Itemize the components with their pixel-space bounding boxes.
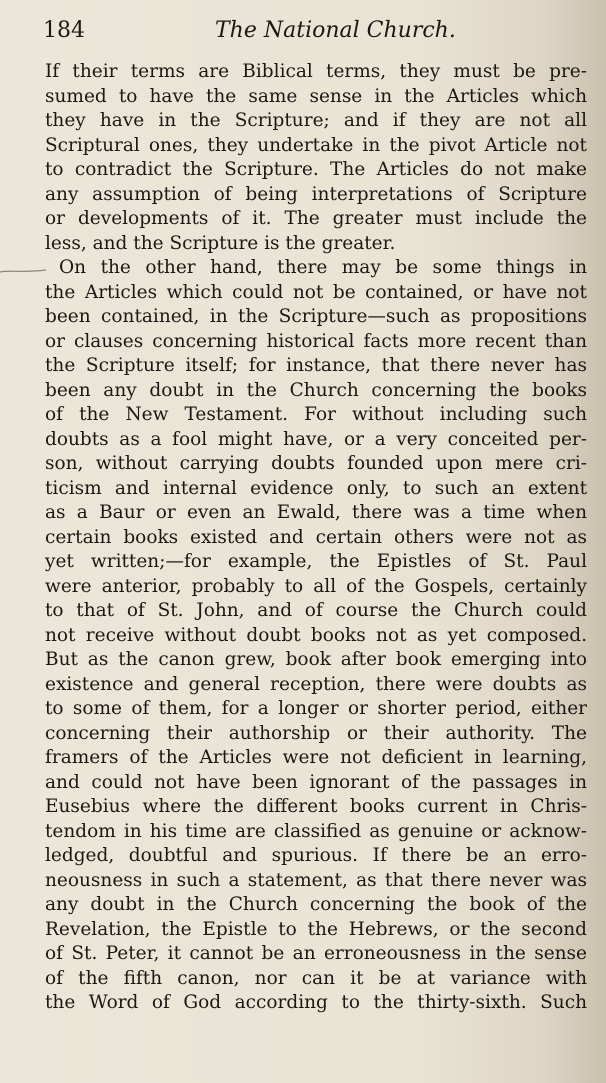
text-line: the Scripture itself; for instance, that there never has	[45, 355, 587, 376]
text-line: tendom in his time are classified as genuine or acknow-	[45, 820, 587, 842]
text-line: they have in the Scripture; and if they are not all	[45, 110, 587, 131]
body-text	[45, 60, 587, 1016]
text-line: to that of St. John, and of course the Church could	[45, 600, 587, 621]
text-line: less, and the Scripture is the greater.	[45, 232, 396, 254]
text-line: any assumption of being interpretations of Scripture	[45, 183, 587, 205]
text-line: yet written;—for example, the Epistles of St. Paul	[45, 551, 587, 572]
text-line: On the other hand, there may be some things in	[59, 257, 587, 278]
text-line: existence and general reception, there were doubts as	[45, 673, 587, 695]
text-line: to contradict the Scripture. The Articles do not make	[45, 159, 587, 180]
text-line: were anterior, probably to all of the Gospels, certainly	[45, 575, 587, 597]
text-line: been contained, in the Scripture—such as propositions	[45, 306, 587, 327]
running-title: The National Church.	[215, 18, 456, 43]
text-line: of St. Peter, it cannot be an erroneousness in the sense	[45, 943, 587, 964]
page-number: 184	[43, 18, 85, 43]
text-line: and could not have been ignorant of the passages in	[45, 771, 587, 793]
text-line: neousness in such a statement, as that there never was	[45, 869, 587, 891]
text-line: the Word of God according to the thirty-sixth. Such	[45, 992, 587, 1013]
text-line: Revelation, the Epistle to the Hebrews, or the second	[45, 918, 587, 940]
text-line: sumed to have the same sense in the Articles which	[45, 85, 587, 107]
text-line: Scriptural ones, they undertake in the pivot Article not	[45, 134, 587, 156]
text-line: ticism and internal evidence only, to such an extent	[45, 477, 587, 499]
text-line: doubts as a fool might have, or a very conceited per-	[45, 428, 587, 450]
text-line: or clauses concerning historical facts more recent than	[45, 330, 587, 352]
text-line: been any doubt in the Church concerning the books	[45, 379, 587, 401]
text-line: ledged, doubtful and spurious. If there be an erro-	[45, 845, 587, 866]
text-line: framers of the Articles were not deficient in learning,	[45, 747, 587, 768]
text-line: not receive without doubt books not as yet composed.	[45, 624, 587, 646]
text-line: son, without carrying doubts founded upon mere cri-	[45, 453, 587, 474]
text-line: or developments of it. The greater must include the	[45, 208, 587, 229]
text-line: any doubt in the Church concerning the book of the	[45, 894, 587, 915]
text-line: of the New Testament. For without including such	[45, 404, 587, 425]
text-line: to some of them, for a longer or shorter period, either	[45, 698, 587, 719]
text-line: the Articles which could not be contained, or have not	[45, 281, 587, 303]
paragraph-2	[45, 256, 587, 1016]
text-line: If their terms are Biblical terms, they must be pre-	[45, 61, 587, 82]
page-header	[43, 18, 583, 48]
text-line: concerning their authorship or their authority. The	[45, 722, 587, 744]
paragraph-1	[45, 60, 587, 256]
text-line: But as the canon grew, book after book emerging into	[45, 649, 587, 670]
text-line: of the fifth canon, nor can it be at variance with	[45, 967, 587, 989]
text-line: Eusebius where the different books current in Chris-	[45, 796, 587, 817]
text-line: certain books existed and certain others were not as	[45, 526, 587, 548]
margin-scratch-mark	[0, 268, 46, 274]
text-line: as a Baur or even an Ewald, there was a time when	[45, 502, 587, 523]
